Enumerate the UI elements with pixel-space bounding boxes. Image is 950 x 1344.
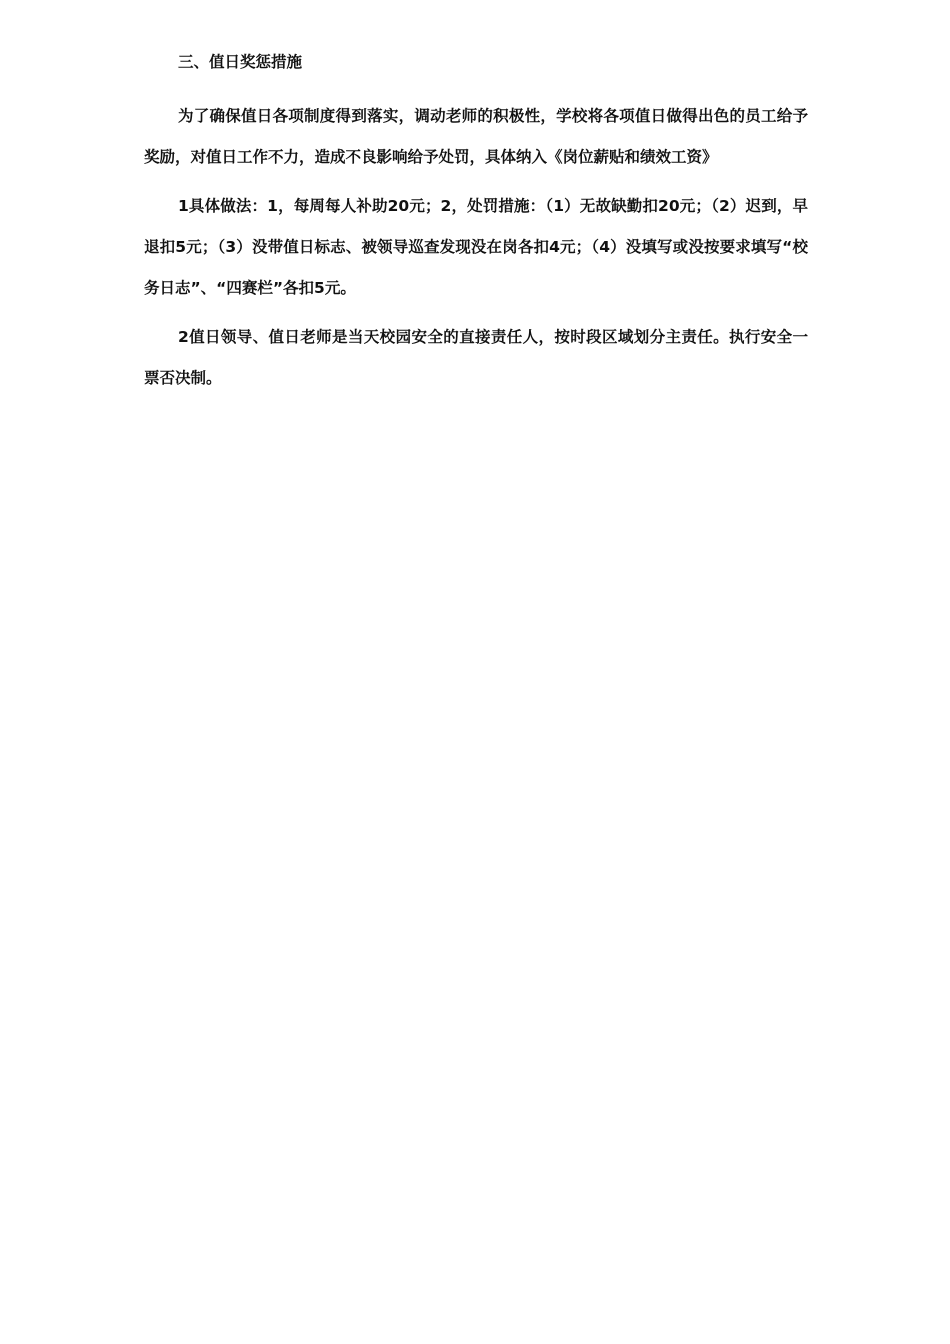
section-heading: 三、值日奖惩措施	[178, 53, 303, 71]
paragraph-responsibility: 2值日领导、值日老师是当天校园安全的直接责任人，按时段区域划分主责任。执行安全一票否决制。	[144, 328, 808, 387]
document-body	[144, 48, 808, 399]
paragraph-intro: 为了确保值日各项制度得到落实，调动老师的积极性，学校将各项值日做得出色的员工给予奖励，对值日工作不力，造成不良影响给予处罚，具体纳入《岗位薪贴和绩效工资》	[144, 107, 808, 166]
paragraph-practice: 1具体做法：1，每周每人补助20元；2，处罚措施：（1）无故缺勤扣20元；（2）迟到，早退扣5元；（3）没带值日标志、被领导巡查发现没在岗各扣4元；（4）没填写或没按要求填写“校务日志”、“四赛栏”各扣5元。	[144, 197, 808, 297]
